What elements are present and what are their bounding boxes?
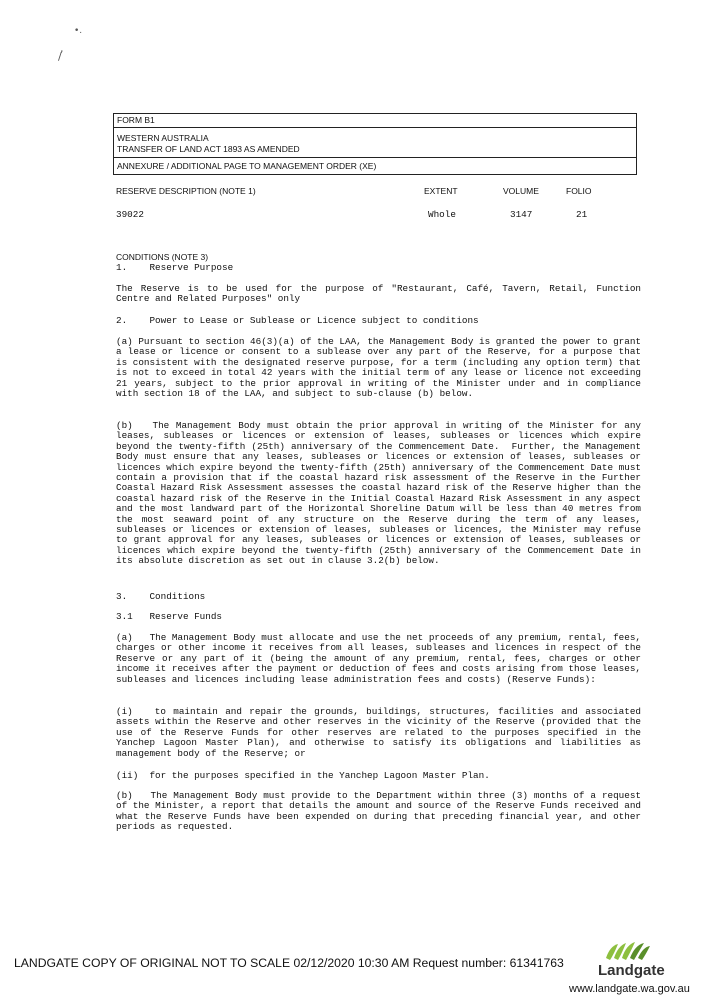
- section-2a-text: (a) Pursuant to section 46(3)(a) of the LAA, the Management Body is granted the power to grant a lease or licence or consent to a sublease over any part of the Reserve, for a purpose that is consistent with the designated reserve purpose, for a term (including any option term) that is not to exceed in total 42 years with the initial term of any lease or licence not exceeding 21 years, subject to the prior approval in writing of the Minister under and in compliance with section 18 of the LAA, and subject to sub-clause (b) below.: [116, 336, 647, 400]
- landgate-url[interactable]: www.landgate.wa.gov.au: [569, 983, 690, 995]
- conditions-heading: CONDITIONS (NOTE 3): [116, 252, 209, 262]
- form-jurisdiction: WESTERN AUSTRALIA: [117, 133, 209, 143]
- section-1-heading: 1. Reserve Purpose: [116, 262, 234, 273]
- extent-header: EXTENT: [424, 186, 458, 196]
- section-3-1-heading: 3.1 Reserve Funds: [116, 611, 223, 622]
- section-2-heading: 2. Power to Lease or Sublease or Licence subject to conditions: [116, 315, 479, 326]
- section-3-1a-ii-text: (ii) for the purposes specified in the Yanchep Lagoon Master Plan.: [116, 770, 490, 781]
- section-1-text: The Reserve is to be used for the purpose of "Restaurant, Café, Tavern, Retail, Function Centre and Related Purposes" only: [116, 283, 647, 305]
- form-title: ANNEXURE / ADDITIONAL PAGE TO MANAGEMENT ORDER (XE): [117, 161, 377, 171]
- form-act: TRANSFER OF LAND ACT 1893 AS AMENDED: [117, 144, 300, 154]
- scan-speck: ,: [60, 42, 64, 55]
- section-3-heading: 3. Conditions: [116, 591, 206, 602]
- section-3-1b-text: (b) The Management Body must provide to the Department within three (3) months of a request of the Minister, a report that details the amount and source of the Reserve Funds received and what the Reserve Funds have been expended on during that preceding financial year, and other periods as requested.: [116, 790, 647, 833]
- landgate-copy-notice: LANDGATE COPY OF ORIGINAL NOT TO SCALE 02/12/2020 10:30 AM Request number: 61341763: [14, 956, 564, 970]
- scan-speck: •.: [74, 26, 83, 36]
- section-3-1a-i-text: (i) to maintain and repair the grounds, buildings, structures, facilities and associated assets within the Reserve and other reserves in the vicinity of the Reserve (provided that the use of the Reserve Funds for other reserves are related to the purposes specified in the Yanchep Lagoon Master Plan), and otherwise to satisfy its obligations and liabilities as management body of the Reserve; or: [116, 706, 647, 759]
- landgate-wordmark: Landgate: [598, 962, 665, 979]
- folio-header: FOLIO: [566, 186, 592, 196]
- reserve-number: 39022: [116, 209, 144, 220]
- divider: [114, 127, 636, 128]
- volume-value: 3147: [510, 209, 533, 220]
- form-header-box: [113, 113, 637, 175]
- section-3-1a-text: (a) The Management Body must allocate and use the net proceeds of any premium, rental, fees, charges or other income it receives from all leases, subleases and licences in respect of the Reserve or any part of it (being the amount of any premium, rental, fees, charges or other income it receives after the payment or deduction of fees and costs arising from those leases, subleases and licences including lease administration fees and costs) (Reserve Funds):: [116, 632, 647, 685]
- extent-value: Whole: [428, 209, 456, 220]
- folio-value: 21: [576, 209, 588, 220]
- scan-speck: /: [58, 50, 62, 63]
- volume-header: VOLUME: [503, 186, 539, 196]
- form-id: FORM B1: [117, 115, 155, 125]
- divider: [114, 157, 636, 158]
- section-2b-text: (b) The Management Body must obtain the prior approval in writing of the Minister for any leases, subleases or licences or extension of leases, subleases or licences which expire beyond the twenty-fifth (25th) anniversary of the Commencement Date. Further, the Management Body must ensure that any leases, subleases or licences or extension of leases, subleases or licences which expire beyond the twenty-fifth (25th) anniversary of the Commencement Date must contain a provision that if the coastal hazard risk assessment of the Reserve in the Further Coastal Hazard Risk Assessment assesses the coastal hazard risk of the Reserve higher than the coastal hazard risk of the Reserve in the Initial Coastal Hazard Risk Assessment in any aspect and the most landward part of the Horizontal Shoreline Datum will be less than 40 metres from the most seaward point of any structure on the Reserve during the term of any leases, subleases or licences or extension of leases, subleases or licences, the Minister may refuse to grant approval for any leases, subleases or licences or extension of leases, subleases or licences which expire beyond the twenty-fifth (25th) anniversary of the Commencement Date in its absolute discretion as set out in clause 3.2(b) below.: [116, 420, 647, 567]
- reserve-description-header: RESERVE DESCRIPTION (NOTE 1): [116, 186, 256, 196]
